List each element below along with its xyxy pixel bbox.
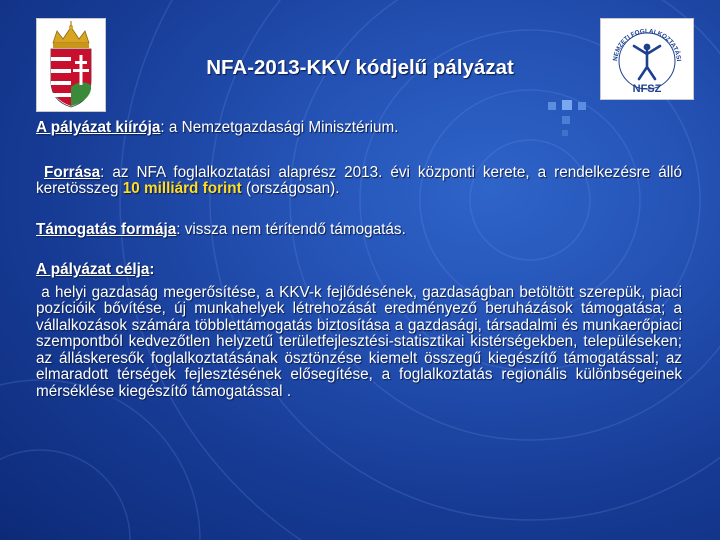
forras-text-after: (országosan).: [241, 180, 340, 197]
cel-paragraph: [36, 285, 682, 401]
content-body: [36, 120, 682, 400]
forras-paragraph: [36, 165, 682, 198]
kiiro-paragraph: [36, 120, 682, 137]
page-title: NFA-2013-KKV kódjelű pályázat: [206, 56, 514, 79]
hungarian-coat-of-arms-logo: [36, 18, 106, 112]
forras-label: Forrása: [44, 163, 101, 181]
kiiro-label: A pályázat kiírója: [36, 119, 161, 136]
forma-label: Támogatás formája: [36, 220, 177, 238]
kiiro-text: : a Nemzetgazdasági Minisztérium.: [160, 119, 399, 136]
svg-text:NEMZETI FOGLALKOZTATÁSI SZOLGÁ: NEMZETI FOGLALKOZTATÁSI: [612, 27, 682, 62]
nfsz-logo: [600, 18, 694, 100]
forma-paragraph: [36, 222, 682, 239]
cel-text: a helyi gazdaság megerősítése, a KKV-k fejlődésének, gazdaságban betöltött szerepük, piaci pozícióik bővítése, új munkahelyek létrehozását eredményező beruházások támogatása; a vállalkozások számára többlettámogatás biztosítása a gazdasági, társadalmi és munkaerőpiaci szempontból kedvezőtlen helyzetű területfejlesztési-statisztikai kistérségekben, településeken; az álláskeresők foglalkoztatásának ösztönzése kiemelt összegű kiegészítő támogatással; az elmaradott térségek fejlesztésének elősegítése, a foglalkoztatás regionális különbségeinek mérséklése kiegészítő támogatással .: [36, 283, 683, 400]
svg-text:NFSZ: NFSZ: [632, 83, 662, 95]
cel-heading: [36, 262, 682, 279]
forras-text-before: : az NFA foglalkoztatási alaprész 2013. évi központi kerete, a rendelkezésre álló keretösszeg: [36, 163, 683, 197]
forras-amount-highlight: 10 milliárd forint: [122, 180, 242, 197]
forma-text: : vissza nem térítendő támogatás.: [176, 220, 406, 238]
cel-label: A pályázat célja: [36, 261, 150, 278]
cel-colon: :: [149, 261, 155, 278]
